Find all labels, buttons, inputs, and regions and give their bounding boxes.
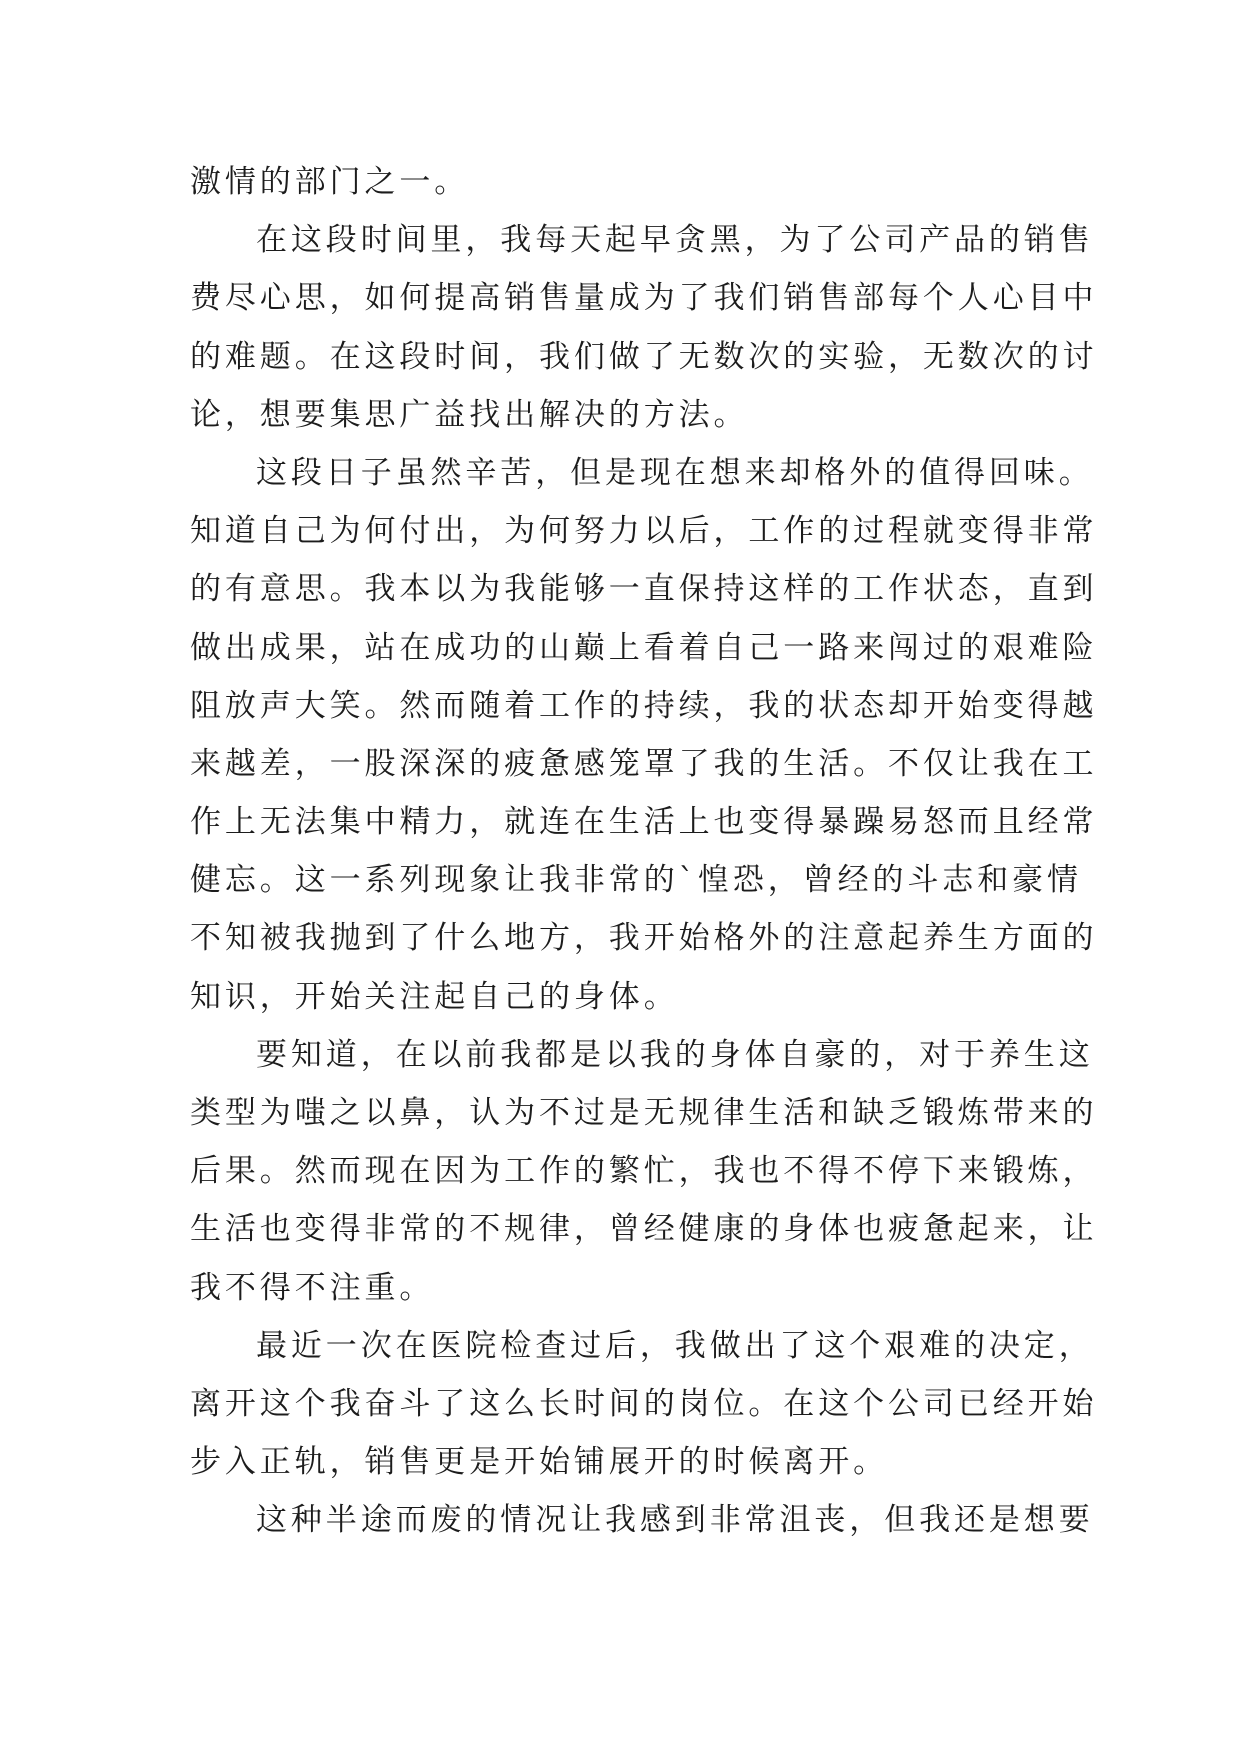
text-line: 激情的部门之一。 xyxy=(190,164,470,200)
text-line: 在这段时间里，我每天起早贪黑，为了公司产品的销售 xyxy=(256,222,1094,259)
text-line: 离开这个我奋斗了这么长时间的岗位。在这个公司已经开始 xyxy=(190,1385,1098,1422)
text-line: 我不得不注重。 xyxy=(190,1269,435,1306)
text-line: 阻放声大笑。然而随着工作的持续，我的状态却开始变得越 xyxy=(190,687,1098,724)
text-line: 不知被我抛到了什么地方，我开始格外的注意起养生方面的 xyxy=(190,920,1098,957)
text-line: 的有意思。我本以为我能够一直保持这样的工作状态，直到 xyxy=(190,571,1098,608)
text-line: 这段日子虽然辛苦，但是现在想来却格外的值得回味。 xyxy=(256,454,1094,491)
text-line: 来越差，一股深深的疲惫感笼罩了我的生活。不仅让我在工 xyxy=(190,745,1098,782)
text-line: 步入正轨，销售更是开始铺展开的时候离开。 xyxy=(190,1444,888,1481)
text-line: 作上无法集中精力，就连在生活上也变得暴躁易怒而且经常 xyxy=(190,804,1098,841)
text-line: 论，想要集思广益找出解决的方法。 xyxy=(190,396,749,433)
text-line: 健忘。这一系列现象让我非常的`惶恐，曾经的斗志和豪情 xyxy=(190,862,1082,899)
text-line: 要知道，在以前我都是以我的身体自豪的，对于养生这 xyxy=(256,1036,1094,1073)
text-line: 最近一次在医院检查过后，我做出了这个艰难的决定， xyxy=(256,1327,1094,1364)
text-line: 后果。然而现在因为工作的繁忙，我也不得不停下来锻炼， xyxy=(190,1153,1098,1190)
text-line: 知识，开始关注起自己的身体。 xyxy=(190,978,679,1015)
text-line: 的难题。在这段时间，我们做了无数次的实验，无数次的讨 xyxy=(190,338,1098,375)
text-line: 类型为嗤之以鼻，认为不过是无规律生活和缺乏锻炼带来的 xyxy=(190,1095,1098,1131)
text-line: 这种半途而废的情况让我感到非常沮丧，但我还是想要 xyxy=(256,1502,1094,1539)
text-line: 费尽心思，如何提高销售量成为了我们销售部每个人心目中 xyxy=(190,280,1098,317)
text-line: 知道自己为何付出，为何努力以后，工作的过程就变得非常 xyxy=(190,513,1098,550)
text-line: 生活也变得非常的不规律，曾经健康的身体也疲惫起来，让 xyxy=(190,1211,1098,1248)
body-text xyxy=(190,153,1098,1550)
text-line: 做出成果，站在成功的山巅上看着自己一路来闯过的艰难险 xyxy=(190,629,1098,666)
